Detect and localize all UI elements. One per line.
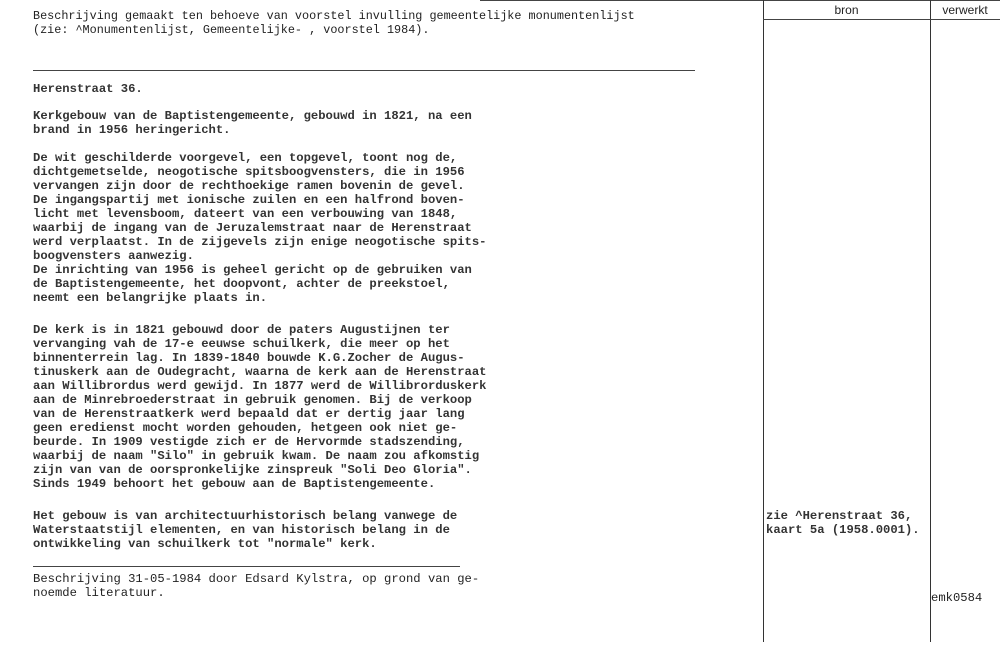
intro-text: Beschrijving gemaakt ten behoeve van voorstel invulling gemeentelijke monumentenlijst (zie: ^Monumentenlijst, Gemeentelijke- , voorstel 1984).	[33, 9, 635, 37]
footer-text: Beschrijving 31-05-1984 door Edsard Kylstra, op grond van ge- noemde literatuur.	[33, 572, 480, 600]
paragraph-2: De wit geschilderde voorgevel, een topgevel, toont nog de, dichtgemetselde, neogotische spitsboogvensters, die in 1956 vervangen zijn door de rechthoekige ramen bovenin de gevel. De ingangspartij met ionische zuilen en een halfrond boven- licht met levensboom, dateert van een verbouwing van 1848, waarbij de ingang van de Jeruzalemstraat naar de Herenstraat werd verplaatst. In de zijgevels zijn enige neogotische spits- boogvensters aanwezig. De inrichting van 1956 is geheel gericht op de gebruiken van de Baptistengemeente, het doopvont, achter de preekstoel, neemt een belangrijke plaats in.	[33, 151, 487, 305]
paragraph-3: De kerk is in 1821 gebouwd door de paters Augustijnen ter vervanging vah de 17-e eeuwse schuilkerk, die meer op het binnenterrein lag. In 1839-1840 bouwde K.G.Zocher de Augus- tinuskerk aan de Oudegracht, waarna de kerk aan de Herenstraat aan Willibrordus werd gewijd. In 1877 werd de Willibrorduskerk aan de Minrebroederstraat in gebruik genomen. Bij de verkoop van de Herenstraatkerk werd bepaald dat er dertig jaar lang geen eredienst mocht worden gehouden, hetgeen ook niet ge- beurde. In 1909 vestigde zich er de Hervormde stadszending, waarbij de naam "Silo" in gebruik kwam. De naam zou afkomstig zijn van van de oorspronkelijke zinspreuk "Soli Deo Gloria". Sinds 1949 behoort het gebouw aan de Baptistengemeente.	[33, 323, 487, 491]
document-code: emk0584	[931, 591, 983, 605]
column-divider-bron	[763, 0, 764, 642]
header-underline	[763, 19, 1000, 20]
paragraph-4: Het gebouw is van architectuurhistorisch belang vanwege de Waterstaatstijl elementen, en van historisch belang in de ontwikkeling van schuilkerk tot "normale" kerk.	[33, 509, 458, 551]
header-bron: bron	[834, 3, 859, 17]
top-edge-line	[480, 0, 1000, 1]
column-divider-verwerkt	[930, 0, 931, 642]
address-heading: Herenstraat 36.	[33, 82, 143, 96]
bron-note: zie ^Herenstraat 36, kaart 5a (1958.0001).	[766, 509, 920, 537]
separator-rule	[33, 70, 695, 71]
paragraph-1: Kerkgebouw van de Baptistengemeente, gebouwd in 1821, na een brand in 1956 heringericht.	[33, 109, 472, 137]
footer-rule	[33, 566, 460, 567]
header-verwerkt: verwerkt	[942, 3, 988, 17]
